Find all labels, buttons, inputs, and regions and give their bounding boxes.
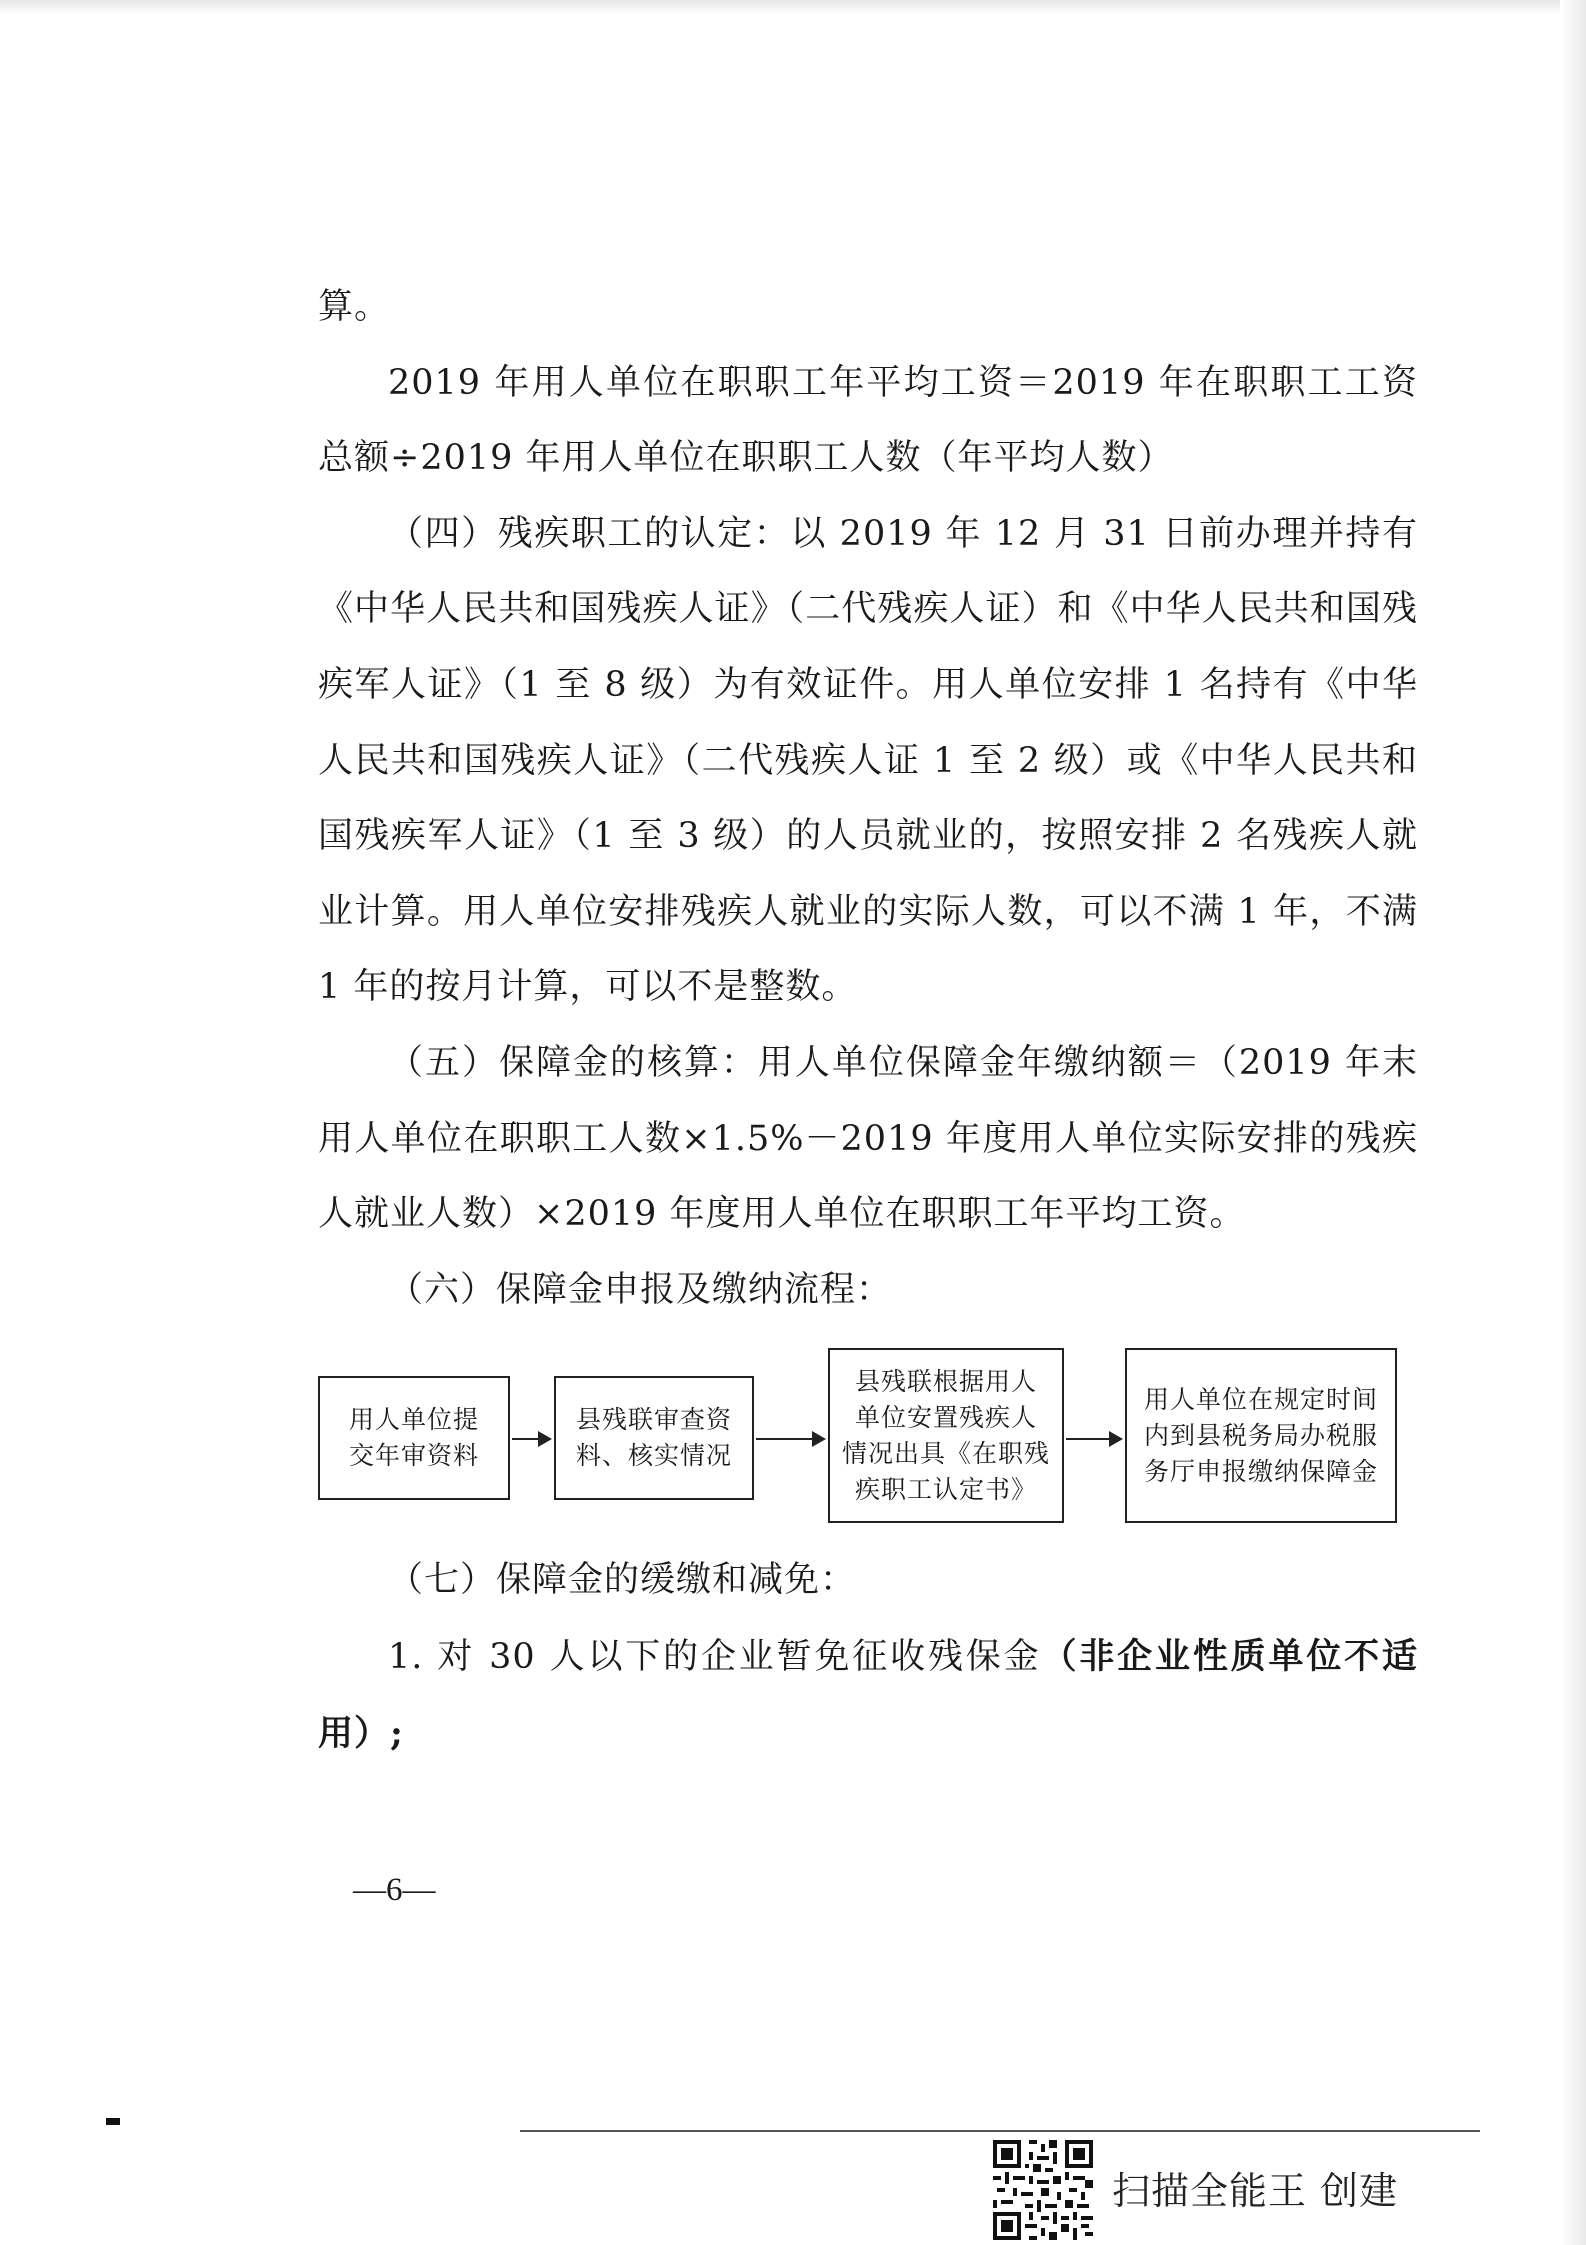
flow-step-line: 内到县税务局办税服 [1143,1420,1378,1450]
flow-step-pay-fund [1125,1348,1397,1523]
scan-edge-top [0,0,1586,14]
flow-step-line: 料、核实情况 [575,1441,732,1471]
flow-step-line: 疾职工认定书》 [854,1474,1037,1504]
scan-edge-right [1560,0,1586,2245]
scan-corner-mark [106,2118,120,2125]
flow-step-review-materials [554,1376,754,1500]
paragraph-section-6: （六）保障金申报及缴纳流程： [388,1269,893,1310]
scanner-brand-text: 扫描全能王 创建 [1112,2169,1399,2213]
flow-step-line: 用人单位在规定时间 [1143,1384,1378,1414]
flow-arrow-icon [756,1438,824,1440]
page-number: —6— [353,1872,436,1908]
flow-arrow-icon [512,1438,550,1440]
flow-step-line: 县残联根据用人 [854,1366,1037,1396]
flow-step-line: 情况出具《在职残 [841,1438,1050,1468]
flow-step-submit-materials [318,1376,510,1500]
process-flowchart [318,1348,1418,1533]
flow-step-line: 单位安置残疾人 [854,1402,1037,1432]
paragraph-section-5: （五）保障金的核算：用人单位保障金年缴纳额＝（2019 年末用人单位在职职工人数×1.5%－2019 年度用人单位实际安排的残疾人就业人数）×2019 年度用人单位在职职工年平均工资。 [318,1042,1418,1235]
document-body [318,270,1418,1772]
flow-step-line: 县残联审查资 [575,1405,732,1435]
paragraph-section-4: （四）残疾职工的认定：以 2019 年 12 月 31 日前办理并持有《中华人民共和国残疾人证》（二代残疾人证）和《中华人民共和国残疾军人证》（1 至 8 级）为有效证件。用人单位安排 1 名持有《中华人民共和国残疾人证》（二代残疾人证 1 至 2 级）或《中华人民共和国残疾军人证》（1 至 3 级）的人员就业的，按照安排 2 名残疾人就业计算。用人单位安排残疾人就业的实际人数，可以不满 1 年，不满 1 年的按月计算，可以不是整数。 [318,513,1418,1008]
flow-step-line: 交年审资料 [348,1441,479,1471]
paragraph-continuation: 算。 [318,287,391,327]
item-1-text: 1. 对 30 人以下的企业暂免征收残保金 [388,1636,1042,1677]
flow-step-issue-certificate [828,1348,1064,1523]
footer-divider [520,2130,1480,2132]
flow-step-line: 务厅申报缴纳保障金 [1143,1456,1378,1486]
flow-arrow-icon [1066,1438,1121,1440]
item-1-bold-note: （非企业性质单位不适用）; [318,1635,1418,1754]
paragraph-average-wage-formula: 2019 年用人单位在职职工年平均工资＝2019 年在职职工工资总额÷2019 年用人单位在职职工人数（年平均人数） [318,362,1418,479]
qr-code-icon [993,2140,1093,2240]
flow-step-line: 用人单位提 [348,1405,479,1435]
paragraph-section-7: （七）保障金的缓缴和减免： [388,1560,857,1601]
paragraph-item-1 [318,1619,1418,1772]
